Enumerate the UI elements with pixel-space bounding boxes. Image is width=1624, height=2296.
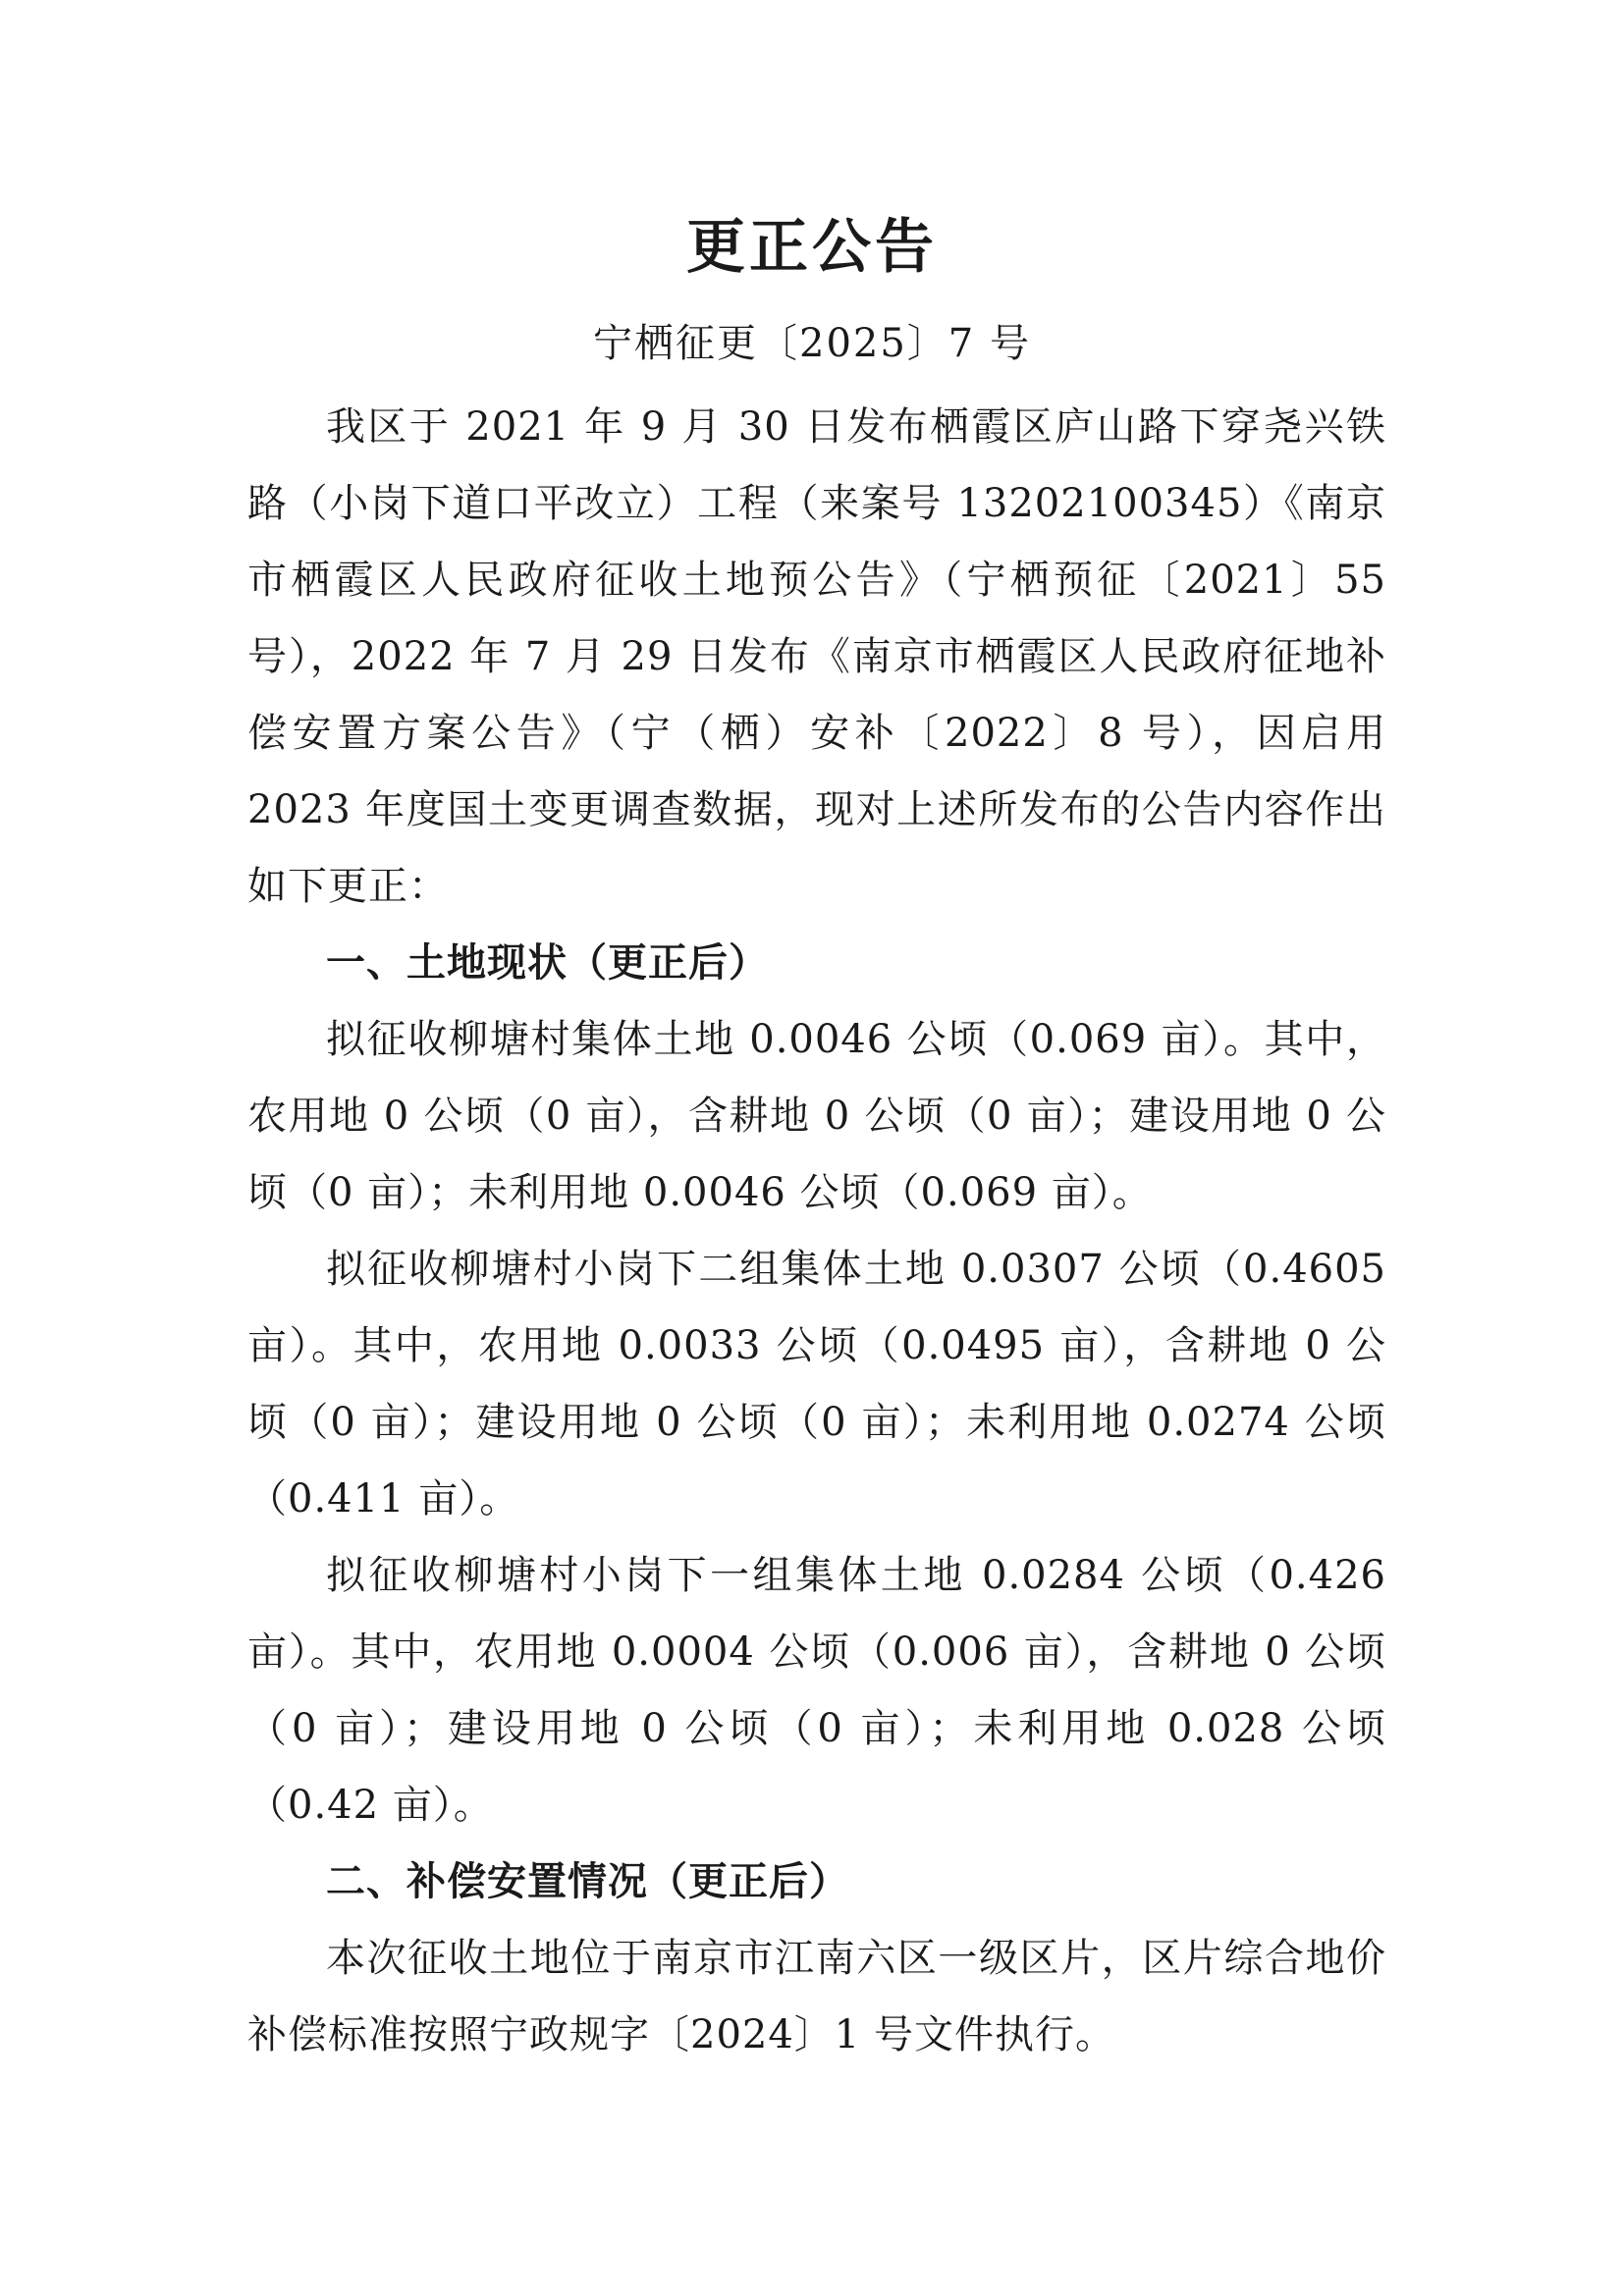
document-body <box>247 389 1386 2073</box>
intro-paragraph: 我区于 2021 年 9 月 30 日发布栖霞区庐山路下穿尧兴铁路（小岗下道口平改立）工程（来案号 13202100345）《南京市栖霞区人民政府征收土地预公告》（宁栖预征〔2021〕55 号），2022 年 7 月 29 日发布《南京市栖霞区人民政府征地补偿安置方案公告》（宁（栖）安补〔2022〕8 号），因启用 2023 年度国土变更调查数据，现对上述所发布的公告内容作出如下更正： <box>247 404 1386 909</box>
document-number: 宁栖征更〔2025〕7 号 <box>593 321 1031 366</box>
land-paragraph-xiaogangxia-group2: 拟征收柳塘村小岗下二组集体土地 0.0307 公顷（0.4605 亩）。其中，农用地 0.0033 公顷（0.0495 亩），含耕地 0 公顷（0 亩）；建设用地 0 公顷（0 亩）；未利用地 0.0274 公顷（0.411 亩）。 <box>247 1247 1386 1522</box>
land-paragraph-xiaogangxia-group1: 拟征收柳塘村小岗下一组集体土地 0.0284 公顷（0.426 亩）。其中，农用地 0.0004 公顷（0.006 亩），含耕地 0 公顷（0 亩）；建设用地 0 公顷（0 亩）；未利用地 0.028 公顷（0.42 亩）。 <box>247 1553 1386 1828</box>
section-heading-land-status: 一、土地现状（更正后） <box>326 940 769 986</box>
compensation-paragraph: 本次征收土地位于南京市江南六区一级区片，区片综合地价补偿标准按照宁政规字〔2024〕1 号文件执行。 <box>247 1936 1386 2057</box>
land-paragraph-liutang: 拟征收柳塘村集体土地 0.0046 公顷（0.069 亩）。其中，农用地 0 公顷（0 亩），含耕地 0 公顷（0 亩）；建设用地 0 公顷（0 亩）；未利用地 0.0046 公顷（0.069 亩）。 <box>247 1017 1386 1215</box>
document-title: 更正公告 <box>686 213 938 282</box>
section-heading-compensation: 二、补偿安置情况（更正后） <box>326 1859 849 1904</box>
